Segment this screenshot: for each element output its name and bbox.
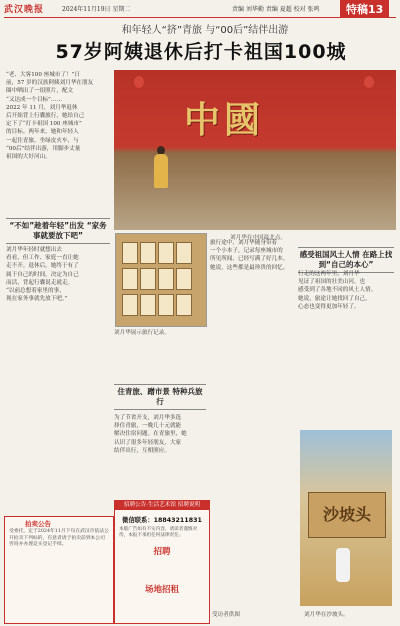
auction-notice-ad <box>4 516 114 624</box>
lead-line: 一起住青旅、坐绿皮火车，与 <box>6 137 79 144</box>
ad-body: 受委托，定于2024年11月下旬在武汉市依法公开拍卖下列标的，有意者请于拍卖前到本公司咨询并办理竞买登记手续。 <box>9 529 109 547</box>
lantern-decoration <box>134 76 144 88</box>
text-line: 属于自己的时间，决定为自己 <box>6 271 79 278</box>
text-line: “以前总想着家里的事， <box>6 288 65 295</box>
traveler-figure <box>154 154 168 188</box>
text-line: 择住青旅，一晚几十元就能 <box>114 423 182 430</box>
text-line: 刘月华年轻时就想出去 <box>6 247 62 253</box>
desert-photo <box>300 430 392 606</box>
ad-title: 拍卖公告 <box>25 520 51 528</box>
lead-paragraph <box>6 71 110 161</box>
ad-wechat-contact: 微信联系：18843211831 <box>122 517 202 524</box>
text-line: 心态也变得更加年轻了。 <box>298 303 360 310</box>
text-line: 解决住宿问题。在青旅里，她 <box>114 431 187 438</box>
ticket-card <box>176 242 192 264</box>
main-photo-caption: 刘月华在中国最北点。 <box>230 235 286 241</box>
ticket-card <box>140 294 156 316</box>
ticket-card <box>140 242 156 264</box>
ad-header-bar: 招聘公告·生活艺术馆 招聘说明 <box>115 501 209 510</box>
right-column-text <box>298 270 394 311</box>
main-photo <box>114 70 396 230</box>
text-line: 结伴出行，互相照应。 <box>114 447 170 454</box>
editor-credits: 责编 刘华勤 责编 夏超 校对 张鸣 <box>232 6 320 13</box>
newspaper-logo: 武汉晚报 <box>4 5 45 15</box>
lead-line: 前，57 岁的汉族阿姨刘月华在朋友 <box>6 80 94 87</box>
classified-ad <box>114 500 210 624</box>
lead-line: 祖国的大好河山。 <box>6 154 51 161</box>
middle-column-text <box>210 239 294 272</box>
section-title-right: 感受祖国风土人情 在路上找到“自己的本心” <box>298 247 394 273</box>
records-photo-caption: 刘月华展示旅行记录。 <box>114 330 170 336</box>
desert-photo-caption: 刘月华在沙坡头。 <box>304 612 349 618</box>
text-line: 见证了祖国的壮美山河，也 <box>298 279 366 286</box>
section-title-middle: 住青旅、蹭市景 特种兵旅行 <box>114 384 206 410</box>
text-line: 所见所闻，已经写满了好几本。 <box>210 256 289 263</box>
lead-line: “老、大客100 座城市了！”日 <box>6 72 81 78</box>
subheadline: 和年轻人“挤”青旅 与“00后”结伴出游 <box>121 25 289 36</box>
lead-line: 后开始背上行囊旅行，她给自己 <box>6 113 85 120</box>
ad-headline-rental: 场地招租 <box>144 585 179 595</box>
issue-date: 2024年11月19日 星期二 <box>62 6 131 13</box>
ticket-card <box>122 242 138 264</box>
text-line: 而活，背起行囊说走就走。 <box>6 279 74 286</box>
text-line: 现在家务事就先放下吧。” <box>6 296 68 303</box>
text-line: 她说，旅途让她找回了自己， <box>298 295 371 302</box>
lead-line: 2022 年 11 月，刘月华退休 <box>6 104 78 111</box>
ticket-card <box>158 294 174 316</box>
text-line: 一个小本子，记录每座城市的 <box>210 248 283 255</box>
left-column-text <box>6 246 110 303</box>
section-badge: 特稿13 <box>340 0 389 18</box>
text-line: 为了节省开支，刘月华多选 <box>114 415 182 421</box>
ticket-card <box>122 268 138 290</box>
travel-records-photo <box>115 233 207 327</box>
ticket-card <box>140 268 156 290</box>
lead-line: 定下了“打卡祖国 100 座城市” <box>6 121 82 128</box>
text-line: 她说，这些都是最珍贵的回忆。 <box>210 264 289 271</box>
text-line: 行走的这两年里，刘月华 <box>298 271 360 277</box>
ad-headline-recruit: 招聘 <box>153 547 171 557</box>
photo-credit: 受访者供图 <box>212 612 240 618</box>
section-title-left: “不如”趁着年轻”出发 “家务事就要放下吧” <box>6 218 110 244</box>
text-line: 感受到了各地不同的风土人情。 <box>298 287 377 294</box>
lead-line: “又达成一个目标”…… <box>6 96 63 103</box>
ticket-card <box>158 268 174 290</box>
lead-line: 圈中晒出了一组照片，配文 <box>6 88 74 95</box>
ad-disclaimer: 本版广告如有不实内容，请读者谨慎对待，本报不承担任何法律责任。 <box>119 527 198 539</box>
ticket-card <box>176 268 192 290</box>
lead-line: 的目标。两年来，她和年轻人 <box>6 129 79 136</box>
headline: 57岁阿姨退休后打卡祖国100城 <box>55 41 347 63</box>
photo-wall-text: 中國 <box>184 99 265 141</box>
text-line: 走不开。退休后，她终于有了 <box>6 263 79 270</box>
scenic-sign: 沙坡头 <box>308 492 386 538</box>
text-line: 看看，但工作、家庭一直让她 <box>6 255 79 262</box>
lantern-decoration <box>364 76 374 88</box>
lead-line: “00后”结伴出游，用脚步丈量 <box>6 145 81 152</box>
middle-column-text-2 <box>114 414 206 455</box>
ticket-card <box>176 294 192 316</box>
text-line: 认识了很多年轻朋友，大家 <box>114 439 182 446</box>
ticket-card <box>158 242 174 264</box>
text-line: 旅行途中，刘月华随身带着 <box>210 240 278 246</box>
ticket-card <box>122 294 138 316</box>
traveler-figure <box>336 548 350 582</box>
